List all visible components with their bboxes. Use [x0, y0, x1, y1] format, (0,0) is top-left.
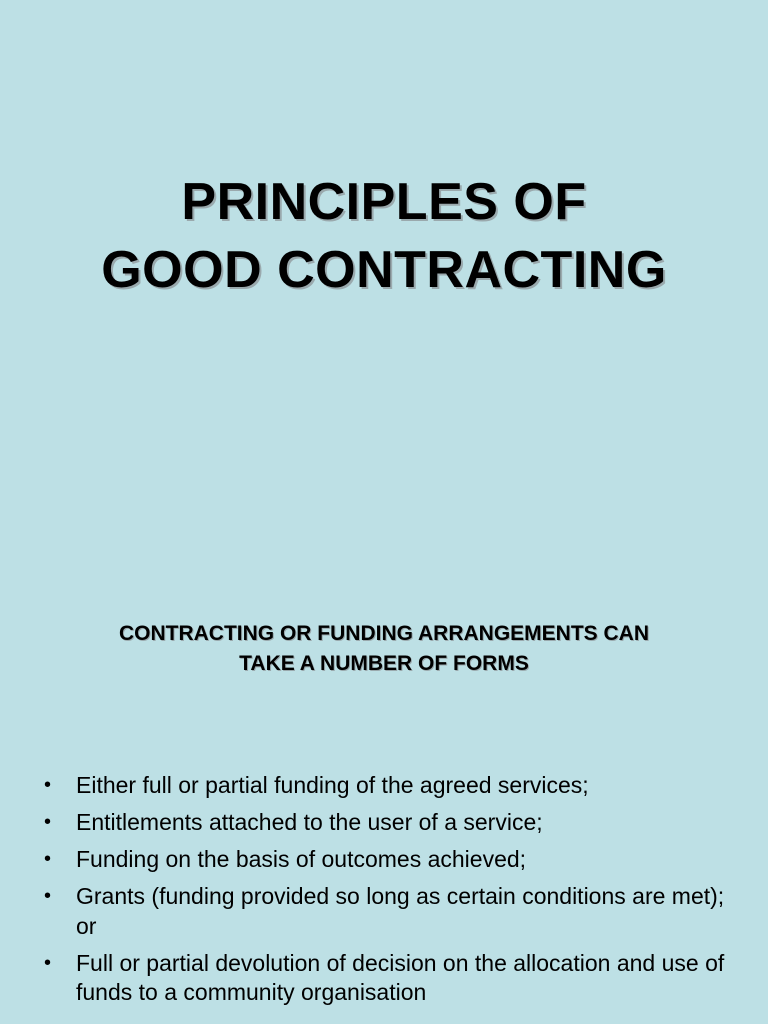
- slide-subtitle-line-2: TAKE A NUMBER OF FORMS: [239, 652, 529, 675]
- bullet-item: [44, 808, 744, 838]
- bullet-text: Either full or partial funding of the agreed services;: [76, 772, 589, 798]
- bullet-item: [44, 771, 744, 801]
- bullet-text: Funding on the basis of outcomes achieved;: [76, 846, 527, 872]
- bullet-item: [44, 949, 744, 1008]
- slide-title: [0, 168, 768, 304]
- slide-subtitle: [0, 619, 768, 679]
- bullet-icon: •: [44, 848, 52, 870]
- slide-title-line-2: GOOD CONTRACTING: [101, 241, 667, 299]
- bullet-text: Full or partial devolution of decision on the allocation and use of funds to a community organisation: [76, 949, 725, 1005]
- bullet-text: Entitlements attached to the user of a service;: [76, 809, 543, 835]
- bullet-text: Grants (funding provided so long as certain conditions are met); or: [76, 883, 725, 939]
- bullet-item: [44, 845, 744, 875]
- bullet-icon: •: [44, 951, 52, 974]
- bullet-list: [44, 771, 744, 1015]
- slide-subtitle-line-1: CONTRACTING OR FUNDING ARRANGEMENTS CAN: [118, 622, 650, 645]
- bullet-item: [44, 882, 744, 941]
- bullet-icon: •: [44, 774, 52, 796]
- slide-title-line-1: PRINCIPLES OF: [181, 173, 587, 231]
- bullet-icon: •: [44, 885, 52, 907]
- bullet-icon: •: [44, 811, 52, 833]
